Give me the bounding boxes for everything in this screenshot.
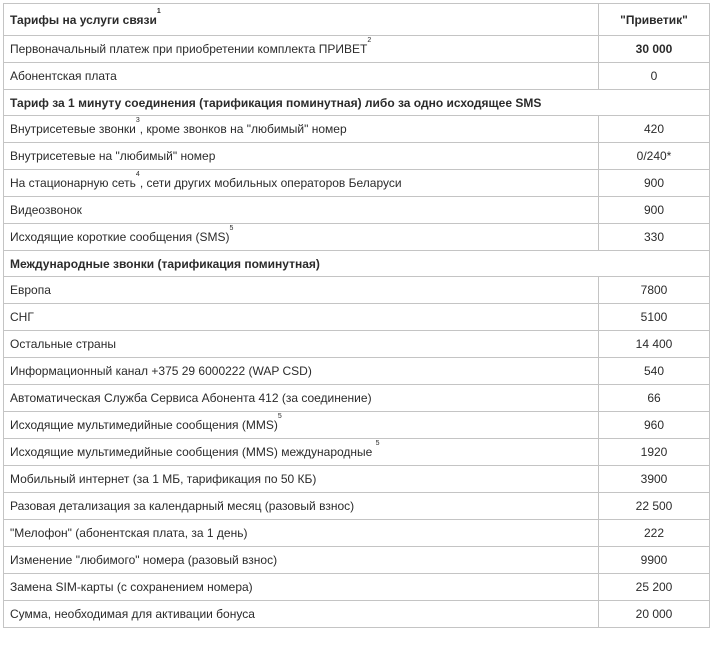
table-row <box>4 520 710 547</box>
service-name: Информационный канал +375 29 6000222 (WAP CSD) <box>10 364 312 378</box>
service-name: Первоначальный платеж при приобретении комплекта ПРИВЕТ <box>10 42 368 56</box>
service-name: Остальные страны <box>10 337 116 351</box>
table-row <box>4 116 710 143</box>
header-label-cell <box>4 4 599 36</box>
table-row <box>4 358 710 385</box>
service-name-cell <box>4 170 599 197</box>
header-plan-name: "Приветик" <box>599 4 710 36</box>
header-label: Тарифы на услуги связи <box>10 12 157 27</box>
service-name: Внутрисетевые на "любимый" номер <box>10 149 216 163</box>
service-name-cell <box>4 493 599 520</box>
service-name-cell <box>4 574 599 601</box>
price-value: 900 <box>599 170 710 197</box>
price-value: 330 <box>599 224 710 251</box>
table-row <box>4 385 710 412</box>
service-name-cell <box>4 304 599 331</box>
service-name-cell <box>4 358 599 385</box>
price-value: 222 <box>599 520 710 547</box>
service-name: Изменение "любимого" номера (разовый взнос) <box>10 553 278 567</box>
service-name-cell <box>4 36 599 63</box>
price-value: 960 <box>599 412 710 439</box>
table-row <box>4 574 710 601</box>
footnote-marker: 5 <box>375 440 380 447</box>
service-name-cell <box>4 63 599 90</box>
table-row <box>4 493 710 520</box>
service-name-cell <box>4 197 599 224</box>
service-name-cell <box>4 385 599 412</box>
table-row <box>4 224 710 251</box>
service-name: Внутрисетевые звонки <box>10 122 136 136</box>
price-value: 540 <box>599 358 710 385</box>
price-value: 0 <box>599 63 710 90</box>
price-value: 900 <box>599 197 710 224</box>
service-name: На стационарную сеть <box>10 176 136 190</box>
service-name: Исходящие мультимедийные сообщения (MMS) <box>10 418 278 432</box>
price-value: 0/240* <box>599 143 710 170</box>
price-value: 420 <box>599 116 710 143</box>
footnote-marker: 3 <box>135 117 140 124</box>
table-row <box>4 331 710 358</box>
service-name-cell <box>4 331 599 358</box>
table-row <box>4 63 710 90</box>
service-name-cell <box>4 601 599 628</box>
price-value: 22 500 <box>599 493 710 520</box>
service-name: Замена SIM-карты (с сохранением номера) <box>10 580 253 594</box>
tariff-table-body <box>4 4 710 628</box>
price-value: 5100 <box>599 304 710 331</box>
section-header-label: Тариф за 1 минуту соединения (тарификация поминутная) либо за одно исходящее SMS <box>4 90 710 116</box>
section-header-label: Международные звонки (тарификация поминутная) <box>4 251 710 277</box>
table-row <box>4 36 710 63</box>
section-header-row <box>4 251 710 277</box>
service-name-cell <box>4 547 599 574</box>
service-name: Европа <box>10 283 51 297</box>
service-name: Мобильный интернет (за 1 МБ, тарификация по 50 КБ) <box>10 472 317 486</box>
service-name-cell <box>4 116 599 143</box>
service-name: "Мелофон" (абонентская плата, за 1 день) <box>10 526 248 540</box>
section-header-row <box>4 90 710 116</box>
service-name-cell <box>4 224 599 251</box>
service-name: Видеозвонок <box>10 203 82 217</box>
service-name: Абонентская плата <box>10 69 117 83</box>
table-row <box>4 277 710 304</box>
service-name: Автоматическая Служба Сервиса Абонента 412 (за соединение) <box>10 391 372 405</box>
service-name-cell <box>4 466 599 493</box>
price-value: 3900 <box>599 466 710 493</box>
price-value: 14 400 <box>599 331 710 358</box>
price-value: 25 200 <box>599 574 710 601</box>
service-name-continued: , кроме звонков на "любимый" номер <box>139 122 347 136</box>
table-row <box>4 439 710 466</box>
table-row <box>4 466 710 493</box>
service-name: Исходящие мультимедийные сообщения (MMS) международные <box>10 445 376 459</box>
table-row <box>4 304 710 331</box>
footnote-marker: 4 <box>135 171 140 178</box>
table-row <box>4 601 710 628</box>
service-name: Сумма, необходимая для активации бонуса <box>10 607 255 621</box>
table-header-row <box>4 4 710 36</box>
price-value: 66 <box>599 385 710 412</box>
service-name-cell <box>4 277 599 304</box>
footnote-marker: 2 <box>367 37 372 44</box>
table-row <box>4 170 710 197</box>
price-value: 20 000 <box>599 601 710 628</box>
table-row <box>4 547 710 574</box>
footnote-marker: 5 <box>277 413 282 420</box>
price-value: 1920 <box>599 439 710 466</box>
footnote-marker: 1 <box>156 7 161 15</box>
service-name-cell <box>4 439 599 466</box>
tariff-table <box>3 3 710 628</box>
service-name: СНГ <box>10 310 34 324</box>
table-row <box>4 143 710 170</box>
price-value: 30 000 <box>599 36 710 63</box>
price-value: 7800 <box>599 277 710 304</box>
service-name: Разовая детализация за календарный месяц (разовый взнос) <box>10 499 355 513</box>
footnote-marker: 5 <box>229 225 234 232</box>
service-name: Исходящие короткие сообщения (SMS) <box>10 230 230 244</box>
service-name-cell <box>4 143 599 170</box>
price-value: 9900 <box>599 547 710 574</box>
table-row <box>4 197 710 224</box>
service-name-continued: , сети других мобильных операторов Беларуси <box>139 176 402 190</box>
service-name-cell <box>4 412 599 439</box>
service-name-cell <box>4 520 599 547</box>
table-row <box>4 412 710 439</box>
